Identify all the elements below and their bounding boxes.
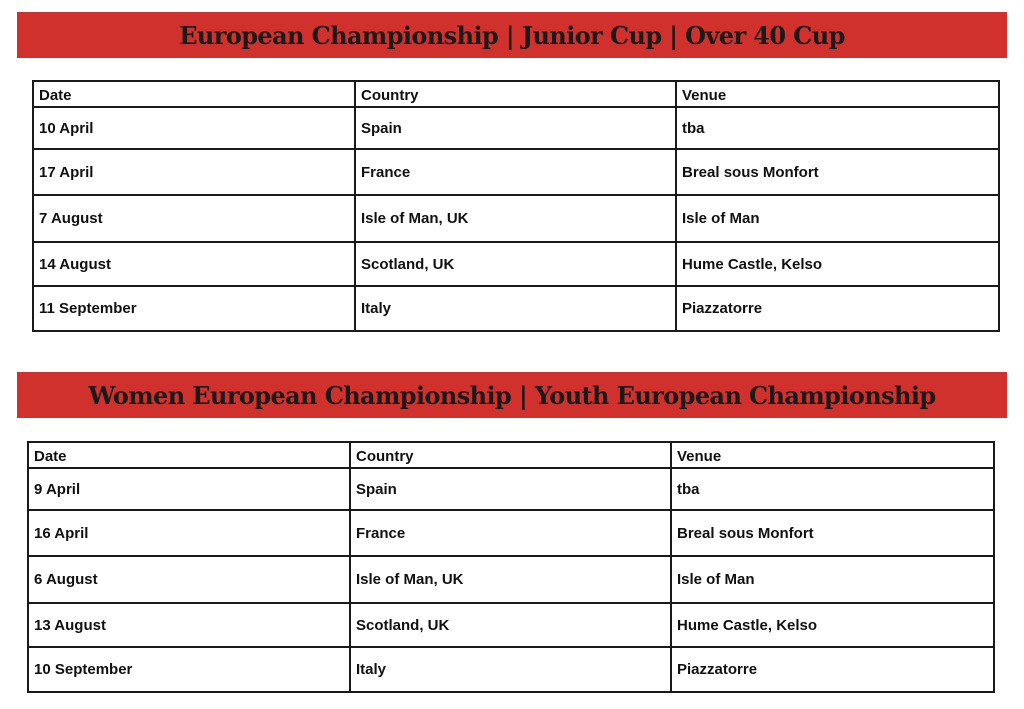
table-row [28, 468, 994, 510]
venue-cell: Hume Castle, Kelso [676, 242, 999, 286]
country-cell: France [350, 510, 671, 556]
section-banner-2 [17, 372, 1007, 418]
country-cell: Italy [355, 286, 676, 331]
date-cell: 10 April [33, 107, 355, 149]
venue-cell: tba [671, 468, 994, 510]
venue-cell: Piazzatorre [676, 286, 999, 331]
date-cell: 7 August [33, 195, 355, 242]
section-title-2: Women European Championship | Youth European Championship [88, 380, 936, 410]
section-title-1: European Championship | Junior Cup | Over 40 Cup [179, 20, 845, 50]
country-cell: Isle of Man, UK [350, 556, 671, 603]
table-header-row [33, 81, 999, 107]
country-cell: Spain [355, 107, 676, 149]
table-row [33, 149, 999, 195]
venue-cell: Hume Castle, Kelso [671, 603, 994, 647]
column-header-date: Date [33, 81, 355, 107]
table-row [33, 286, 999, 331]
table-row [28, 556, 994, 603]
date-cell: 14 August [33, 242, 355, 286]
country-cell: France [355, 149, 676, 195]
table-row [33, 107, 999, 149]
venue-cell: Breal sous Monfort [671, 510, 994, 556]
venue-cell: Isle of Man [671, 556, 994, 603]
date-cell: 9 April [28, 468, 350, 510]
section-banner-1 [17, 12, 1007, 58]
table-row [28, 510, 994, 556]
country-cell: Spain [350, 468, 671, 510]
column-header-country: Country [355, 81, 676, 107]
table-row [33, 242, 999, 286]
venue-cell: Piazzatorre [671, 647, 994, 692]
country-cell: Scotland, UK [355, 242, 676, 286]
schedule-table-2 [27, 441, 995, 693]
table-header-row [28, 442, 994, 468]
country-cell: Scotland, UK [350, 603, 671, 647]
venue-cell: tba [676, 107, 999, 149]
venue-cell: Isle of Man [676, 195, 999, 242]
column-header-date: Date [28, 442, 350, 468]
column-header-venue: Venue [671, 442, 994, 468]
country-cell: Isle of Man, UK [355, 195, 676, 242]
date-cell: 17 April [33, 149, 355, 195]
country-cell: Italy [350, 647, 671, 692]
schedule-table-1 [32, 80, 1000, 332]
venue-cell: Breal sous Monfort [676, 149, 999, 195]
date-cell: 13 August [28, 603, 350, 647]
date-cell: 10 September [28, 647, 350, 692]
column-header-venue: Venue [676, 81, 999, 107]
date-cell: 6 August [28, 556, 350, 603]
column-header-country: Country [350, 442, 671, 468]
table-row [33, 195, 999, 242]
date-cell: 16 April [28, 510, 350, 556]
table-row [28, 647, 994, 692]
table-row [28, 603, 994, 647]
date-cell: 11 September [33, 286, 355, 331]
